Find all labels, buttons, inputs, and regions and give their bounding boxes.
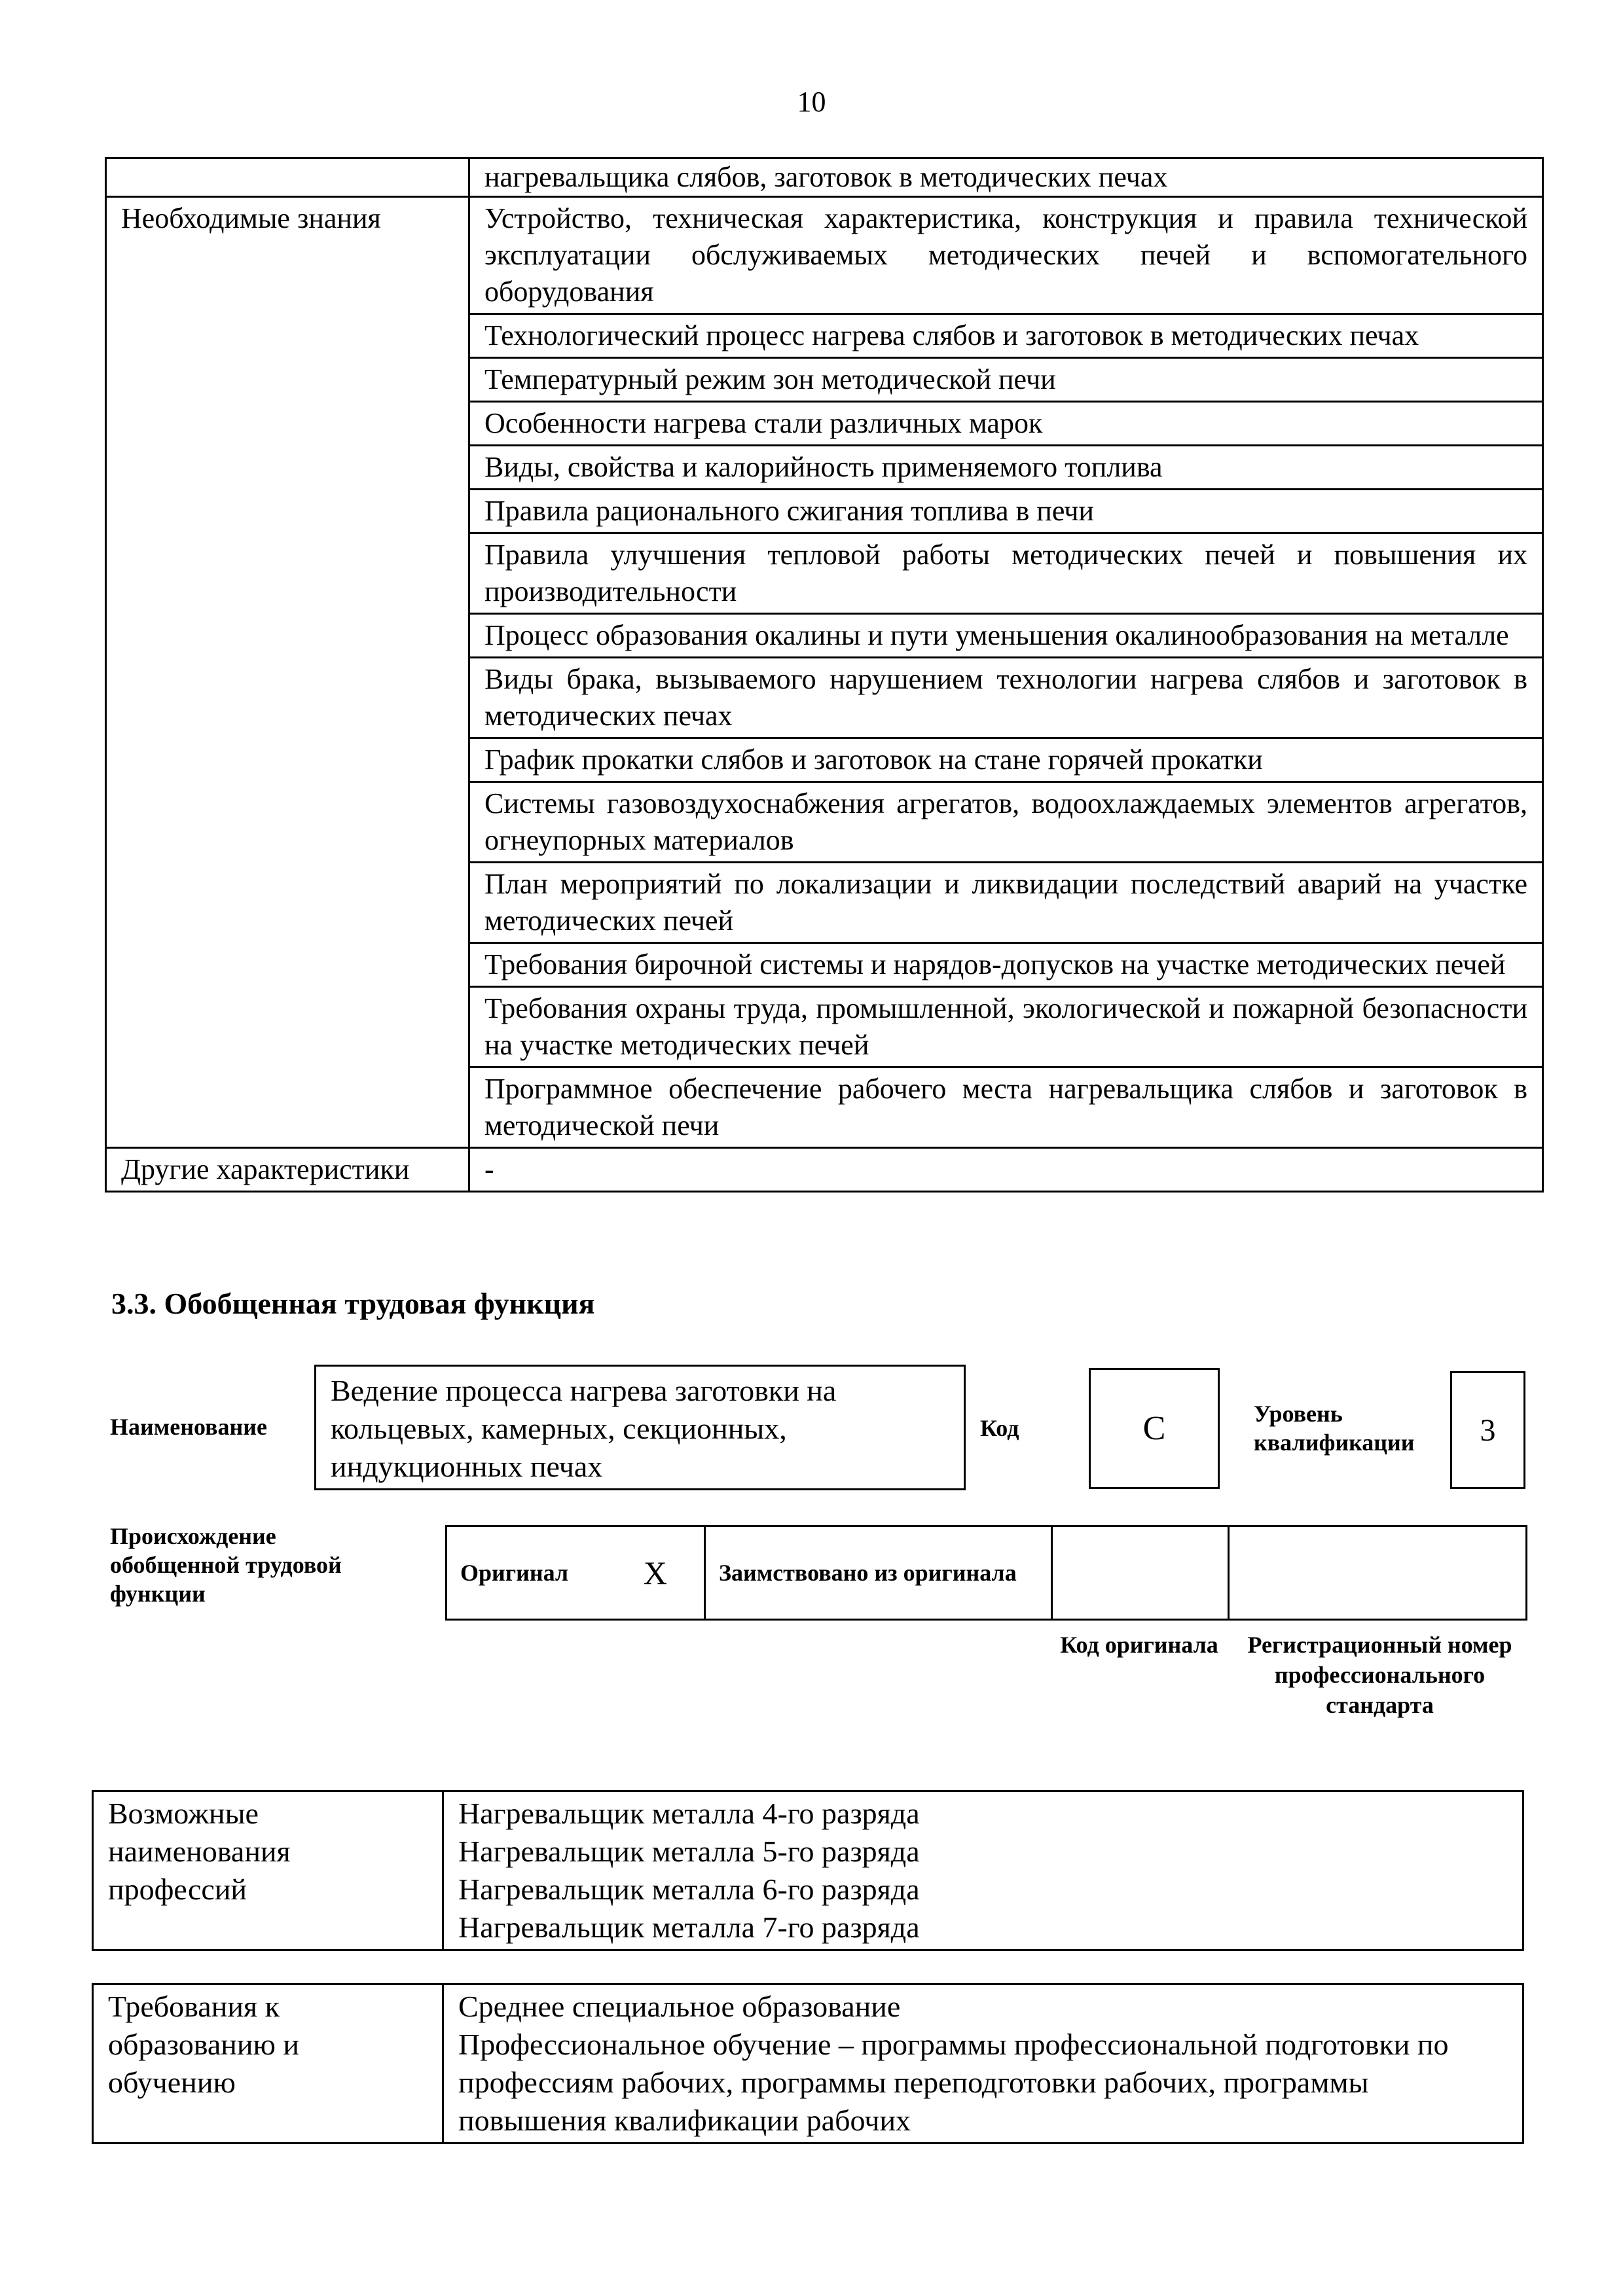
list-item: Профессиональное обучение – программы профессиональной подготовки по профессиям рабочих, программы переподготовки рабочих, программы повышения квалификации рабочих — [458, 2028, 1449, 2137]
knowledge-item: Программное обеспечение рабочего места нагревальщика слябов и заготовок в методической печи — [469, 1067, 1543, 1148]
gtf-code-value: С — [1089, 1368, 1220, 1489]
education-label: Требования к образованию и обучению — [93, 1984, 443, 2144]
gtf-level-value: 3 — [1450, 1371, 1525, 1489]
origin-original-label: Оригинал — [447, 1526, 607, 1620]
origin-table — [445, 1525, 1527, 1621]
knowledge-item: Особенности нагрева стали различных марок — [469, 402, 1543, 446]
knowledge-item: Виды брака, вызываемого нарушением технологии нагрева слябов и заготовок в методических печах — [469, 658, 1543, 738]
gtf-level-label: Уровень квалификации — [1254, 1401, 1415, 1456]
list-item: Среднее специальное образование — [458, 1990, 901, 2023]
professions-list — [443, 1791, 1523, 1950]
gtf-name-label: Наименование — [110, 1414, 267, 1440]
list-item: Нагревальщик металла 4-го разряда — [458, 1797, 920, 1830]
list-item: Нагревальщик металла 7-го разряда — [458, 1910, 920, 1944]
table-row — [93, 1791, 1523, 1950]
knowledge-item: График прокатки слябов и заготовок на стане горячей прокатки — [469, 738, 1543, 782]
knowledge-item: Технологический процесс нагрева слябов и заготовок в методических печах — [469, 314, 1543, 358]
knowledge-table — [105, 157, 1544, 1193]
table-row — [106, 1148, 1543, 1192]
list-item: Нагревальщик металла 6-го разряда — [458, 1873, 920, 1906]
professions-label: Возможные наименования профессий — [93, 1791, 443, 1950]
table-row — [447, 1526, 1527, 1620]
other-characteristics-label: Другие характеристики — [106, 1148, 469, 1192]
other-characteristics-value: - — [469, 1148, 1543, 1192]
knowledge-item: Виды, свойства и калорийность применяемого топлива — [469, 446, 1543, 490]
education-list — [443, 1984, 1523, 2144]
origin-reg-number-cell — [1229, 1526, 1527, 1620]
knowledge-item: План мероприятий по локализации и ликвидации последствий аварий на участке методических печей — [469, 863, 1543, 943]
list-item: Нагревальщик металла 5-го разряда — [458, 1835, 920, 1868]
gtf-code-label: Код — [980, 1415, 1019, 1441]
knowledge-item: Правила улучшения тепловой работы методических печей и повышения их производительности — [469, 533, 1543, 614]
knowledge-item: Правила рационального сжигания топлива в печи — [469, 490, 1543, 533]
knowledge-item: Требования бирочной системы и нарядов-допусков на участке методических печей — [469, 943, 1543, 987]
knowledge-item: Требования охраны труда, промышленной, экологической и пожарной безопасности на участке методических печей — [469, 987, 1543, 1067]
origin-code-caption: Код оригинала — [1060, 1632, 1218, 1658]
professions-table — [92, 1790, 1524, 1951]
origin-code-cell — [1052, 1526, 1229, 1620]
knowledge-item: Процесс образования окалины и пути уменьшения окалинообразования на металле — [469, 614, 1543, 658]
page-number: 10 — [797, 86, 826, 118]
section-title: 3.3. Обобщенная трудовая функция — [111, 1287, 595, 1320]
knowledge-item: Системы газовоздухоснабжения агрегатов, водоохлаждаемых элементов агрегатов, огнеупорных материалов — [469, 782, 1543, 863]
continuation-text: нагревальщика слябов, заготовок в методических печах — [469, 158, 1543, 197]
table-row — [106, 158, 1543, 197]
origin-original-mark: Х — [607, 1526, 705, 1620]
table-row — [93, 1984, 1523, 2144]
origin-label: Происхождение обобщенной трудовой функции — [110, 1523, 342, 1607]
knowledge-label: Необходимые знания — [106, 197, 469, 1148]
table-cell-empty — [106, 158, 469, 197]
education-table — [92, 1983, 1524, 2144]
gtf-name-value: Ведение процесса нагрева заготовки на кольцевых, камерных, секционных, индукционных печах — [314, 1365, 966, 1490]
knowledge-item: Температурный режим зон методической печи — [469, 358, 1543, 402]
origin-borrowed-label: Заимствовано из оригинала — [705, 1526, 1052, 1620]
knowledge-item: Устройство, техническая характеристика, конструкция и правила технической эксплуатации обслуживаемых методических печей и вспомогательного оборудования — [469, 197, 1543, 314]
table-row — [106, 197, 1543, 314]
origin-reg-caption: Регистрационный номер профессионального стандарта — [1247, 1632, 1512, 1718]
